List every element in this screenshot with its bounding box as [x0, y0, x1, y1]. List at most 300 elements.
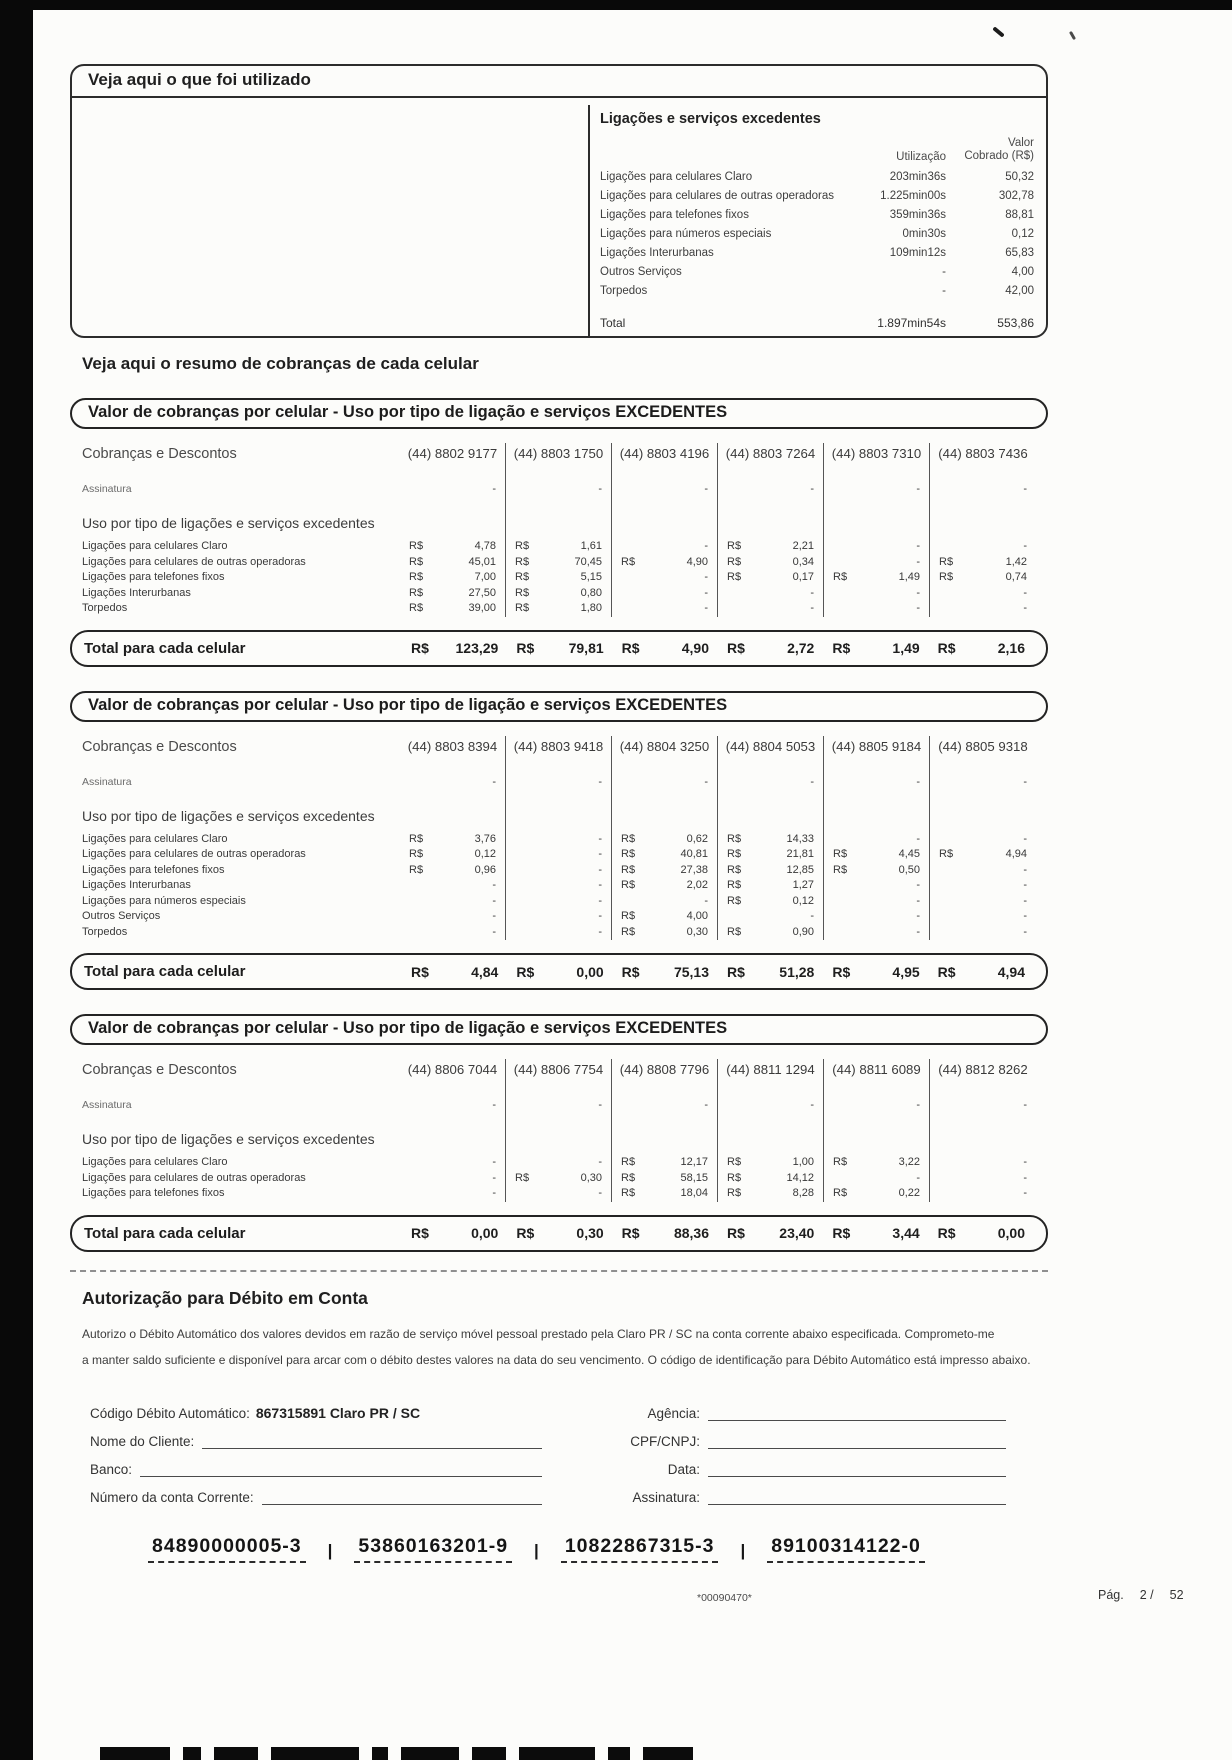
assinatura-value: - [718, 776, 824, 798]
charge-cell-empty: - [1023, 1156, 1027, 1168]
currency-symbol: R$ [833, 1156, 848, 1168]
total-cell [613, 1225, 718, 1241]
charge-cell-empty: - [612, 601, 718, 617]
service-label: Ligações para telefones fixos [600, 209, 749, 221]
charge-cell [718, 1171, 824, 1187]
charge-row [82, 847, 1036, 863]
phone-number: (44) 8802 9177 [400, 443, 506, 483]
empty-cell [506, 1121, 612, 1155]
charge-cell [612, 1171, 718, 1187]
charge-cell [400, 863, 506, 879]
currency-symbol: R$ [516, 1225, 535, 1241]
usage-summary-box [70, 64, 1048, 338]
charge-cell-empty: - [400, 925, 506, 941]
empty-cell [930, 1121, 1036, 1155]
total-value: 4,95 [892, 963, 920, 980]
charge-cell-empty: - [506, 832, 612, 848]
agency-field [708, 1405, 1006, 1421]
currency-symbol: R$ [621, 1187, 636, 1199]
charge-row-label: Ligações para números especiais [82, 894, 246, 907]
charge-value: 1,49 [898, 571, 920, 583]
phone-number: (44) 8808 7796 [612, 1059, 718, 1099]
empty-cell [824, 505, 930, 539]
charge-cell [718, 1155, 824, 1171]
document-code: *00090470* [697, 1592, 752, 1604]
charge-value: 5,15 [580, 571, 602, 583]
charge-value: 0,12 [792, 894, 814, 907]
date-field [708, 1461, 1006, 1477]
charge-cell-empty: - [612, 894, 718, 910]
currency-symbol: R$ [621, 1171, 636, 1184]
charge-cell-empty: - [506, 1186, 612, 1202]
charge-row [82, 1155, 1036, 1171]
charge-value: 18,04 [680, 1187, 708, 1199]
agency-label: Agência: [647, 1405, 700, 1421]
currency-symbol: R$ [937, 963, 956, 980]
charge-cell-empty: - [1023, 540, 1027, 552]
pen-mark [992, 26, 1005, 37]
charge-cell [400, 601, 506, 617]
currency-symbol: R$ [409, 586, 424, 599]
total-value: 1,49 [892, 640, 920, 656]
bank-label: Banco: [90, 1461, 133, 1477]
charge-cell [612, 878, 718, 894]
total-cell [613, 964, 718, 980]
total-cell [823, 964, 928, 980]
charge-cell-empty: - [612, 586, 718, 602]
currency-symbol: R$ [727, 555, 742, 568]
charge-cell [824, 847, 930, 863]
service-value: 50,32 [1005, 171, 1034, 183]
charge-cell-empty: - [400, 878, 506, 894]
charge-cell-empty: - [824, 1171, 930, 1187]
usage-type-row [82, 505, 1036, 539]
total-cell [507, 964, 612, 980]
assinatura-label: Assinatura [82, 1099, 132, 1111]
currency-symbol: R$ [939, 848, 954, 860]
service-label: Outros Serviços [600, 266, 682, 278]
charges-column-title: Cobranças e Descontos [82, 446, 237, 462]
currency-symbol: R$ [727, 925, 742, 938]
assinatura-row [82, 1099, 1036, 1121]
charge-sections [70, 398, 1048, 1252]
usage-column-header: Utilização [896, 151, 946, 163]
phone-number: (44) 8804 3250 [612, 736, 718, 776]
charge-row [82, 832, 1036, 848]
signature-row [572, 1477, 1006, 1505]
currency-symbol: R$ [515, 1171, 530, 1184]
charge-value: 27,38 [680, 863, 708, 876]
charge-row-label: Ligações Interurbanas [82, 879, 191, 891]
charge-value: 7,00 [474, 571, 496, 583]
debit-form-right [572, 1393, 1048, 1505]
assinatura-value: - [506, 776, 612, 798]
charge-row-label: Torpedos [82, 602, 128, 614]
total-value: 2,16 [997, 640, 1025, 656]
total-row [70, 953, 1048, 990]
charge-cell [718, 570, 824, 586]
service-label: Ligações para números especiais [600, 228, 772, 240]
total-value: 4,84 [471, 963, 499, 980]
service-value: 65,83 [1005, 247, 1034, 259]
charge-cell [824, 1155, 930, 1171]
currency-symbol: R$ [727, 1225, 745, 1241]
charge-cell [718, 847, 824, 863]
assinatura-label: Assinatura [82, 483, 132, 495]
total-value: 0,00 [997, 1225, 1025, 1241]
total-value: 0,00 [471, 1225, 499, 1241]
charge-cell-empty: - [1023, 1187, 1027, 1199]
payment-code-3: 10822867315-3 [561, 1535, 719, 1563]
usage-type-label: Uso por tipo de ligações e serviços excedentes [82, 1131, 375, 1147]
charge-cell-empty: - [506, 925, 612, 941]
currency-symbol: R$ [411, 1225, 429, 1241]
agency-row [572, 1393, 1006, 1421]
charge-cell-empty: - [400, 909, 506, 925]
assinatura-value: - [506, 1099, 612, 1121]
service-usage: 203min36s [889, 171, 946, 183]
currency-symbol: R$ [833, 1187, 848, 1199]
excess-table-title: Ligações e serviços excedentes [600, 111, 821, 127]
debit-authorization-title: Autorização para Débito em Conta [82, 1287, 368, 1308]
value-header-line2: Cobrado (R$) [964, 150, 1034, 162]
debit-text-line2: a manter saldo suficiente e disponível para arcar com o débito destes valores na data do seu vencimento. O código de identificação para Débito Automático está impresso abaixo. [82, 1352, 1031, 1367]
excess-service-row [600, 282, 1034, 301]
currency-symbol: R$ [515, 540, 530, 552]
assinatura-value: - [612, 483, 718, 505]
charge-cell [612, 863, 718, 879]
total-cell [402, 964, 507, 980]
page-number: 2 / [1139, 1588, 1154, 1602]
total-cell [929, 640, 1034, 656]
total-cell [507, 640, 612, 656]
charge-cell-empty: - [1023, 832, 1027, 845]
charge-cell-empty: - [1023, 925, 1027, 938]
excess-service-row [600, 225, 1034, 244]
charge-cell-empty: - [506, 847, 612, 863]
charge-value: 1,61 [580, 540, 602, 552]
charge-cell [400, 539, 506, 555]
charge-cell [612, 832, 718, 848]
account-number-row [90, 1477, 542, 1505]
debit-code-row [90, 1393, 542, 1421]
total-value: 23,40 [779, 1225, 815, 1241]
empty-cell [400, 505, 506, 539]
charge-value: 1,42 [1005, 555, 1027, 568]
excess-table-rows [600, 168, 1034, 301]
charge-cell [400, 832, 506, 848]
dashed-separator [70, 1270, 1048, 1272]
signature-field [708, 1489, 1006, 1505]
charge-cell-empty: - [718, 586, 824, 602]
vertical-divider [588, 105, 590, 336]
phone-number: (44) 8803 1750 [506, 443, 612, 483]
charge-value: 0,12 [474, 848, 496, 860]
charge-cell [506, 601, 612, 617]
assinatura-value: - [718, 1099, 824, 1121]
currency-symbol: R$ [621, 848, 636, 860]
service-value: 42,00 [1005, 285, 1034, 297]
scan-edge-left [0, 0, 33, 1760]
charge-row-label: Ligações para celulares de outras operadoras [82, 848, 306, 860]
client-name-label: Nome do Cliente: [90, 1433, 195, 1449]
scan-barcode-fragment [100, 1747, 693, 1760]
empty-cell [506, 505, 612, 539]
currency-symbol: R$ [832, 963, 851, 980]
charges-column-title: Cobranças e Descontos [82, 738, 237, 755]
currency-symbol: R$ [833, 571, 848, 583]
charge-row-label: Ligações para celulares Claro [82, 540, 228, 552]
assinatura-value: - [1023, 1099, 1027, 1111]
charge-cell [930, 847, 1036, 863]
phone-number: (44) 8804 5053 [718, 736, 824, 776]
charge-value: 4,00 [686, 910, 708, 922]
charge-cell [718, 863, 824, 879]
empty-cell [824, 798, 930, 832]
charge-cell-empty: - [506, 863, 612, 879]
charge-cell-empty: - [824, 925, 930, 941]
excess-table-header [600, 137, 1034, 163]
charge-value: 0,30 [686, 925, 708, 938]
currency-symbol: R$ [621, 555, 636, 568]
code-separator: | [740, 1540, 746, 1560]
currency-symbol: R$ [832, 1225, 851, 1241]
charge-cell-empty: - [1023, 1171, 1027, 1184]
charge-cell [930, 555, 1036, 571]
charge-cell-empty: - [1023, 602, 1027, 614]
charge-cell-empty: - [506, 878, 612, 894]
currency-symbol: R$ [409, 832, 424, 845]
phone-number: (44) 8803 9418 [506, 736, 612, 776]
charge-value: 2,02 [686, 879, 708, 891]
total-cell [929, 1225, 1034, 1241]
currency-symbol: R$ [409, 863, 424, 876]
charge-value: 0,30 [580, 1171, 602, 1184]
total-cell [507, 1225, 612, 1241]
charge-row-label: Ligações para celulares de outras operadoras [82, 555, 306, 568]
debit-form [70, 1393, 1048, 1505]
total-cell [718, 640, 823, 656]
phone-number: (44) 8803 4196 [612, 443, 718, 483]
debit-code-value: 867315891 Claro PR / SC [255, 1404, 421, 1421]
currency-symbol: R$ [621, 640, 640, 656]
charge-cell-empty: - [612, 539, 718, 555]
total-row [70, 1215, 1048, 1252]
charge-value: 0,17 [792, 571, 814, 583]
section-header: Valor de cobranças por celular - Uso por tipo de ligação e serviços EXCEDENTES [70, 1014, 1048, 1045]
currency-symbol: R$ [409, 571, 424, 583]
charge-cell [718, 539, 824, 555]
charges-column-title: Cobranças e Descontos [82, 1062, 237, 1078]
excess-service-row [600, 244, 1034, 263]
currency-symbol: R$ [727, 640, 745, 656]
charge-row [82, 1171, 1036, 1187]
service-usage: 0min30s [902, 228, 946, 240]
total-value: 79,81 [568, 640, 604, 656]
debit-code-label: Código Débito Automático: [90, 1405, 250, 1421]
cpf-cnpj-field [708, 1433, 1006, 1449]
section-header: Valor de cobranças por celular - Uso por tipo de ligação e serviços EXCEDENTES [70, 691, 1048, 722]
currency-symbol: R$ [621, 925, 636, 938]
charge-cell [824, 1186, 930, 1202]
charge-row [82, 894, 1036, 910]
assinatura-value: - [612, 776, 718, 798]
payment-code-2: 53860163201-9 [354, 1535, 512, 1563]
phone-number: (44) 8805 9184 [824, 736, 930, 776]
phone-number: (44) 8803 7436 [938, 446, 1028, 461]
total-row-label: Total para cada celular [84, 1224, 246, 1242]
currency-symbol: R$ [727, 863, 742, 876]
charge-cell-empty: - [1023, 863, 1027, 876]
currency-symbol: R$ [621, 832, 636, 845]
charge-cell-empty: - [506, 1155, 612, 1171]
account-number-label: Número da conta Corrente: [90, 1489, 254, 1505]
total-value: 75,13 [673, 963, 709, 980]
charge-cell [400, 847, 506, 863]
total-value: 4,94 [997, 963, 1025, 980]
assinatura-value: - [1023, 483, 1027, 495]
total-cell [718, 964, 823, 980]
phone-number: (44) 8806 7044 [400, 1059, 506, 1099]
client-name-row [90, 1421, 542, 1449]
charge-cell [612, 847, 718, 863]
charge-cell [612, 555, 718, 571]
assinatura-value: - [1023, 775, 1027, 788]
charge-row [82, 863, 1036, 879]
total-row [70, 630, 1048, 667]
charge-row [82, 878, 1036, 894]
total-value: 123,29 [455, 640, 499, 656]
currency-symbol: R$ [939, 571, 954, 583]
currency-symbol: R$ [409, 848, 424, 860]
service-value: 4,00 [1011, 266, 1034, 278]
charge-row [82, 1186, 1036, 1202]
signature-label: Assinatura: [632, 1489, 700, 1505]
charge-value: 0,50 [898, 863, 920, 876]
charge-cell [930, 570, 1036, 586]
currency-symbol: R$ [939, 555, 954, 568]
currency-symbol: R$ [727, 963, 745, 980]
currency-symbol: R$ [727, 540, 742, 552]
currency-symbol: R$ [621, 1156, 636, 1168]
charge-cell-empty: - [506, 909, 612, 925]
service-usage: 1.225min00s [880, 190, 946, 202]
charge-cell-empty: - [1023, 879, 1027, 891]
service-value: 0,12 [1011, 228, 1034, 240]
charge-cell [718, 832, 824, 848]
bank-row [90, 1449, 542, 1477]
charges-table [70, 736, 1048, 941]
phone-number: (44) 8806 7754 [506, 1059, 612, 1099]
charge-cell-empty: - [824, 909, 930, 925]
total-value: 0,30 [576, 1225, 604, 1241]
empty-cell [718, 798, 824, 832]
charge-value: 21,81 [786, 848, 814, 860]
service-usage: - [942, 266, 946, 278]
charge-value: 0,74 [1005, 571, 1027, 583]
charge-value: 70,45 [574, 555, 602, 568]
charge-row [82, 925, 1036, 941]
phone-number: (44) 8811 1294 [718, 1059, 824, 1099]
empty-cell [612, 798, 718, 832]
charge-value: 4,94 [1005, 848, 1027, 860]
phone-number: (44) 8803 7264 [718, 443, 824, 483]
charge-cell-empty: - [718, 909, 824, 925]
service-label: Ligações para celulares Claro [600, 171, 753, 183]
charges-table [70, 443, 1048, 617]
page-content [70, 64, 1048, 1563]
empty-cell [400, 1121, 506, 1155]
assinatura-value: - [400, 776, 506, 798]
total-value: 51,28 [779, 963, 815, 980]
usage-type-label: Uso por tipo de ligações e serviços excedentes [82, 807, 375, 824]
currency-symbol: R$ [727, 894, 742, 907]
charge-cell-empty: - [824, 832, 930, 848]
usage-type-row [82, 1121, 1036, 1155]
date-row [572, 1449, 1006, 1477]
charge-cell-empty: - [400, 1186, 506, 1202]
currency-symbol: R$ [621, 910, 636, 922]
payment-code-line [70, 1535, 1048, 1563]
service-usage: 109min12s [889, 247, 946, 259]
usage-type-label: Uso por tipo de ligações e serviços excedentes [82, 515, 375, 531]
charge-row [82, 601, 1036, 617]
currency-symbol: R$ [411, 640, 429, 656]
charge-cell [506, 1171, 612, 1187]
code-separator: | [534, 1540, 539, 1560]
service-value: 302,78 [998, 190, 1034, 202]
charge-value: 12,17 [680, 1156, 708, 1168]
charge-cell-empty: - [400, 1155, 506, 1171]
section-header: Valor de cobranças por celular - Uso por tipo de ligação e serviços EXCEDENTES [70, 398, 1048, 429]
empty-cell [612, 505, 718, 539]
charge-cell [718, 894, 824, 910]
charge-cell [824, 863, 930, 879]
charge-value: 4,45 [898, 848, 920, 860]
charge-value: 40,81 [680, 848, 708, 860]
empty-cell [400, 798, 506, 832]
currency-symbol: R$ [727, 832, 742, 845]
charges-table [70, 1059, 1048, 1202]
assinatura-value: - [718, 483, 824, 505]
assinatura-value: - [400, 483, 506, 505]
date-label: Data: [667, 1461, 700, 1477]
code-separator: | [327, 1540, 333, 1560]
phone-number: (44) 8811 6089 [824, 1059, 930, 1099]
currency-symbol: R$ [515, 602, 530, 614]
excess-total-usage: 1.897min54s [877, 316, 946, 330]
client-name-field [202, 1433, 542, 1449]
charge-value: 2,21 [792, 540, 814, 552]
currency-symbol: R$ [727, 1187, 742, 1199]
summary-heading: Veja aqui o resumo de cobranças de cada celular [82, 354, 479, 373]
empty-cell [718, 505, 824, 539]
charge-cell [612, 1186, 718, 1202]
assinatura-value: - [824, 483, 930, 505]
charge-value: 14,33 [786, 832, 814, 845]
total-cell [929, 964, 1034, 980]
charge-value: 4,78 [474, 540, 496, 552]
currency-symbol: R$ [515, 555, 530, 568]
table-header-row [82, 736, 1036, 776]
charge-row-label: Ligações para celulares Claro [82, 832, 228, 845]
phone-number: (44) 8803 8394 [400, 736, 506, 776]
charge-row [82, 586, 1036, 602]
charge-cell [718, 878, 824, 894]
charge-section [70, 1014, 1048, 1252]
excess-services-table [600, 111, 1034, 330]
service-value: 88,81 [1005, 209, 1034, 221]
